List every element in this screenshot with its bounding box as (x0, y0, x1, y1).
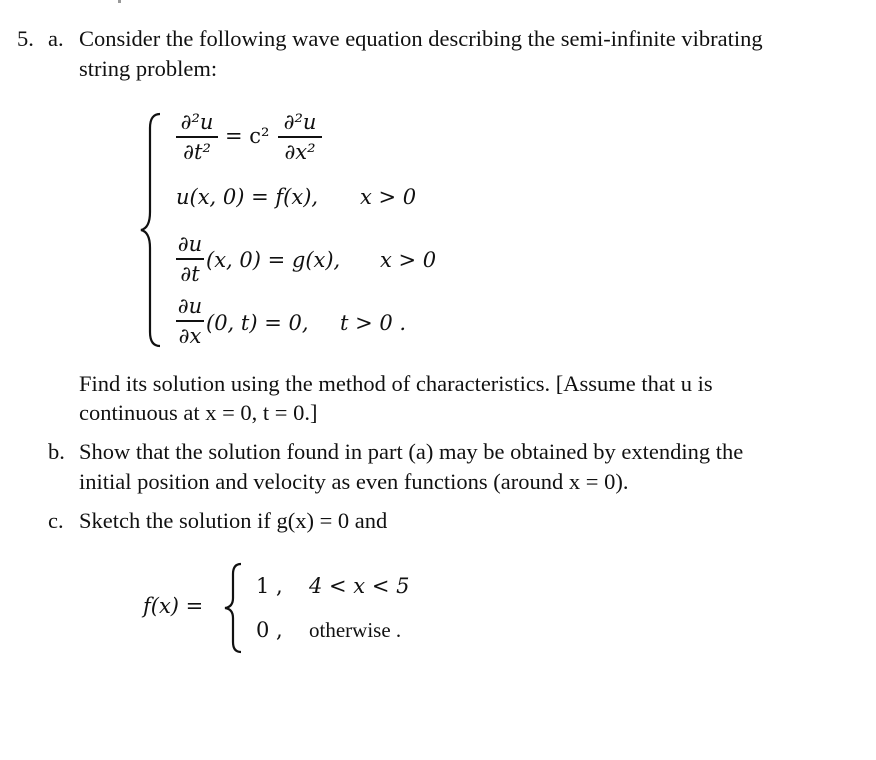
piecewise-lhs: f(x) = (143, 594, 204, 618)
problem-number: 5. (17, 26, 34, 51)
part-a-text-line1: Consider the following wave equation describing the semi-infinite vibrating (79, 26, 763, 51)
bc-fraction (176, 294, 204, 348)
part-a-label: a. (48, 26, 64, 51)
initial-condition-velocity: (x, 0) = g(x), (206, 248, 341, 272)
initial-condition-position: u(x, 0) = f(x), (176, 185, 319, 209)
boundary-condition-domain: t > 0 . (340, 311, 407, 335)
pde-rhs-numerator: ∂²u (283, 110, 317, 134)
part-c-label: c. (48, 508, 64, 533)
pde-equals: = c² (225, 124, 270, 148)
pde-lhs-fraction (176, 110, 218, 164)
pde-lhs-numerator: ∂²u (180, 110, 214, 134)
pde-rhs-fraction (278, 110, 322, 164)
piecewise-case2-condition: otherwise . (309, 618, 402, 642)
bc-denominator: ∂x (178, 323, 202, 348)
part-c-text: Sketch the solution if g(x) = 0 and (79, 508, 388, 533)
piecewise-case1-condition: 4 < x < 5 (309, 574, 410, 598)
part-a-text-line2: string problem: (79, 56, 218, 81)
pde-rhs-denominator: ∂x² (284, 139, 316, 164)
system-brace (138, 112, 164, 348)
part-a-task-line2: continuous at x = 0, t = 0.] (79, 400, 318, 425)
piecewise-case1-value: 1 , (256, 574, 283, 598)
piecewise-case2-value: 0 , (256, 618, 283, 642)
part-b-text-line1: Show that the solution found in part (a) may be obtained by extending the (79, 439, 744, 464)
top-edge-mark (118, 0, 121, 3)
boundary-condition: (0, t) = 0, (206, 311, 309, 335)
initial-condition-velocity-domain: x > 0 (380, 248, 437, 272)
part-b-label: b. (48, 439, 65, 464)
ic2-numerator: ∂u (177, 232, 203, 256)
initial-condition-position-domain: x > 0 (360, 185, 417, 209)
ic2-fraction (176, 232, 204, 286)
part-b-text-line2: initial position and velocity as even functions (around x = 0). (79, 469, 629, 494)
pde-lhs-denominator: ∂t² (183, 139, 211, 164)
part-a-task-line1: Find its solution using the method of characteristics. [Assume that u is (79, 371, 713, 396)
ic2-denominator: ∂t (180, 261, 200, 286)
piecewise-brace (222, 562, 244, 654)
bc-numerator: ∂u (177, 294, 203, 318)
